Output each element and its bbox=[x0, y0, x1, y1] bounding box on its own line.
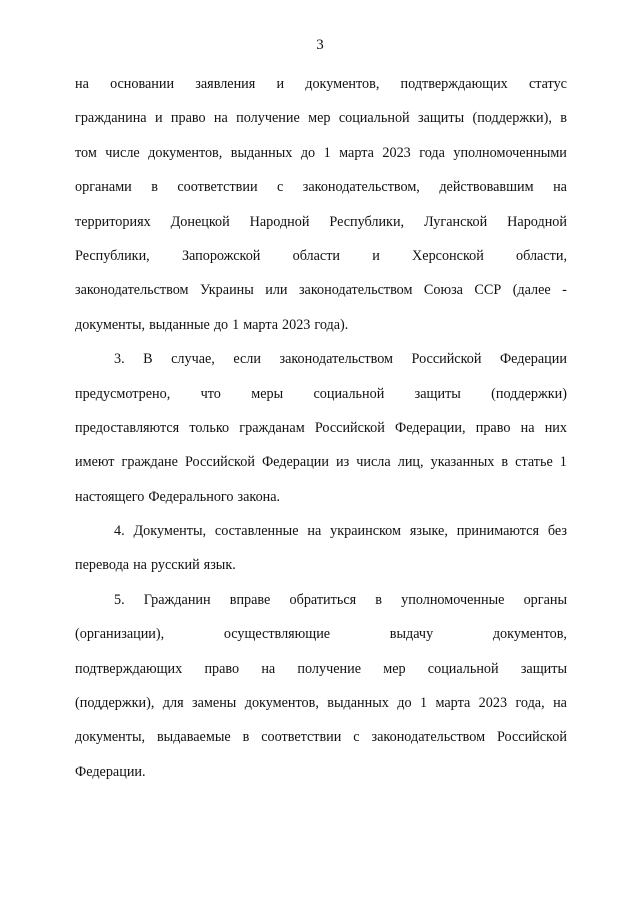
text-line: предоставляются только гражданам Российской Федерации, право на них bbox=[75, 419, 567, 436]
text-line: перевода на русский язык. bbox=[75, 557, 236, 574]
text-line: на основании заявления и документов, подтверждающих статус bbox=[75, 76, 567, 92]
text-line: гражданина и право на получение мер социальной защиты (поддержки), в bbox=[75, 110, 567, 127]
text-line: (организации), осуществляющие выдачу документов, bbox=[75, 626, 567, 643]
text-line: документы, выдаваемые в соответствии с законодательством Российской bbox=[75, 729, 567, 746]
text-line: предусмотрено, что меры социальной защиты (поддержки) bbox=[75, 385, 567, 402]
text-line: настоящего Федерального закона. bbox=[75, 488, 281, 505]
text-line: (поддержки), для замены документов, выданных до 1 марта 2023 года, на bbox=[75, 695, 567, 712]
text-line: Федерации. bbox=[75, 763, 146, 780]
text-line: 4. Документы, составленные на украинском языке, принимаются без bbox=[114, 523, 567, 540]
page-number: 3 bbox=[316, 37, 324, 53]
document-body bbox=[75, 75, 567, 797]
text-line: 3. В случае, если законодательством Российской Федерации bbox=[114, 351, 567, 368]
text-line: 5. Гражданин вправе обратиться в уполномоченные органы bbox=[114, 591, 567, 608]
text-line: имеют граждане Российской Федерации из числа лиц, указанных в статье 1 bbox=[75, 454, 567, 471]
text-line: Республики, Запорожской области и Херсонской области, bbox=[75, 247, 567, 264]
text-line: том числе документов, выданных до 1 марта 2023 года уполномоченными bbox=[75, 144, 567, 161]
text-line: органами в соответствии с законодательством, действовавшим на bbox=[75, 179, 567, 196]
text-line: документы, выданные до 1 марта 2023 года). bbox=[75, 316, 349, 333]
text-line: законодательством Украины или законодательством Союза ССР (далее - bbox=[75, 282, 567, 299]
text-line: территориях Донецкой Народной Республики, Луганской Народной bbox=[75, 213, 567, 230]
text-line: подтверждающих право на получение мер социальной защиты bbox=[75, 660, 567, 677]
